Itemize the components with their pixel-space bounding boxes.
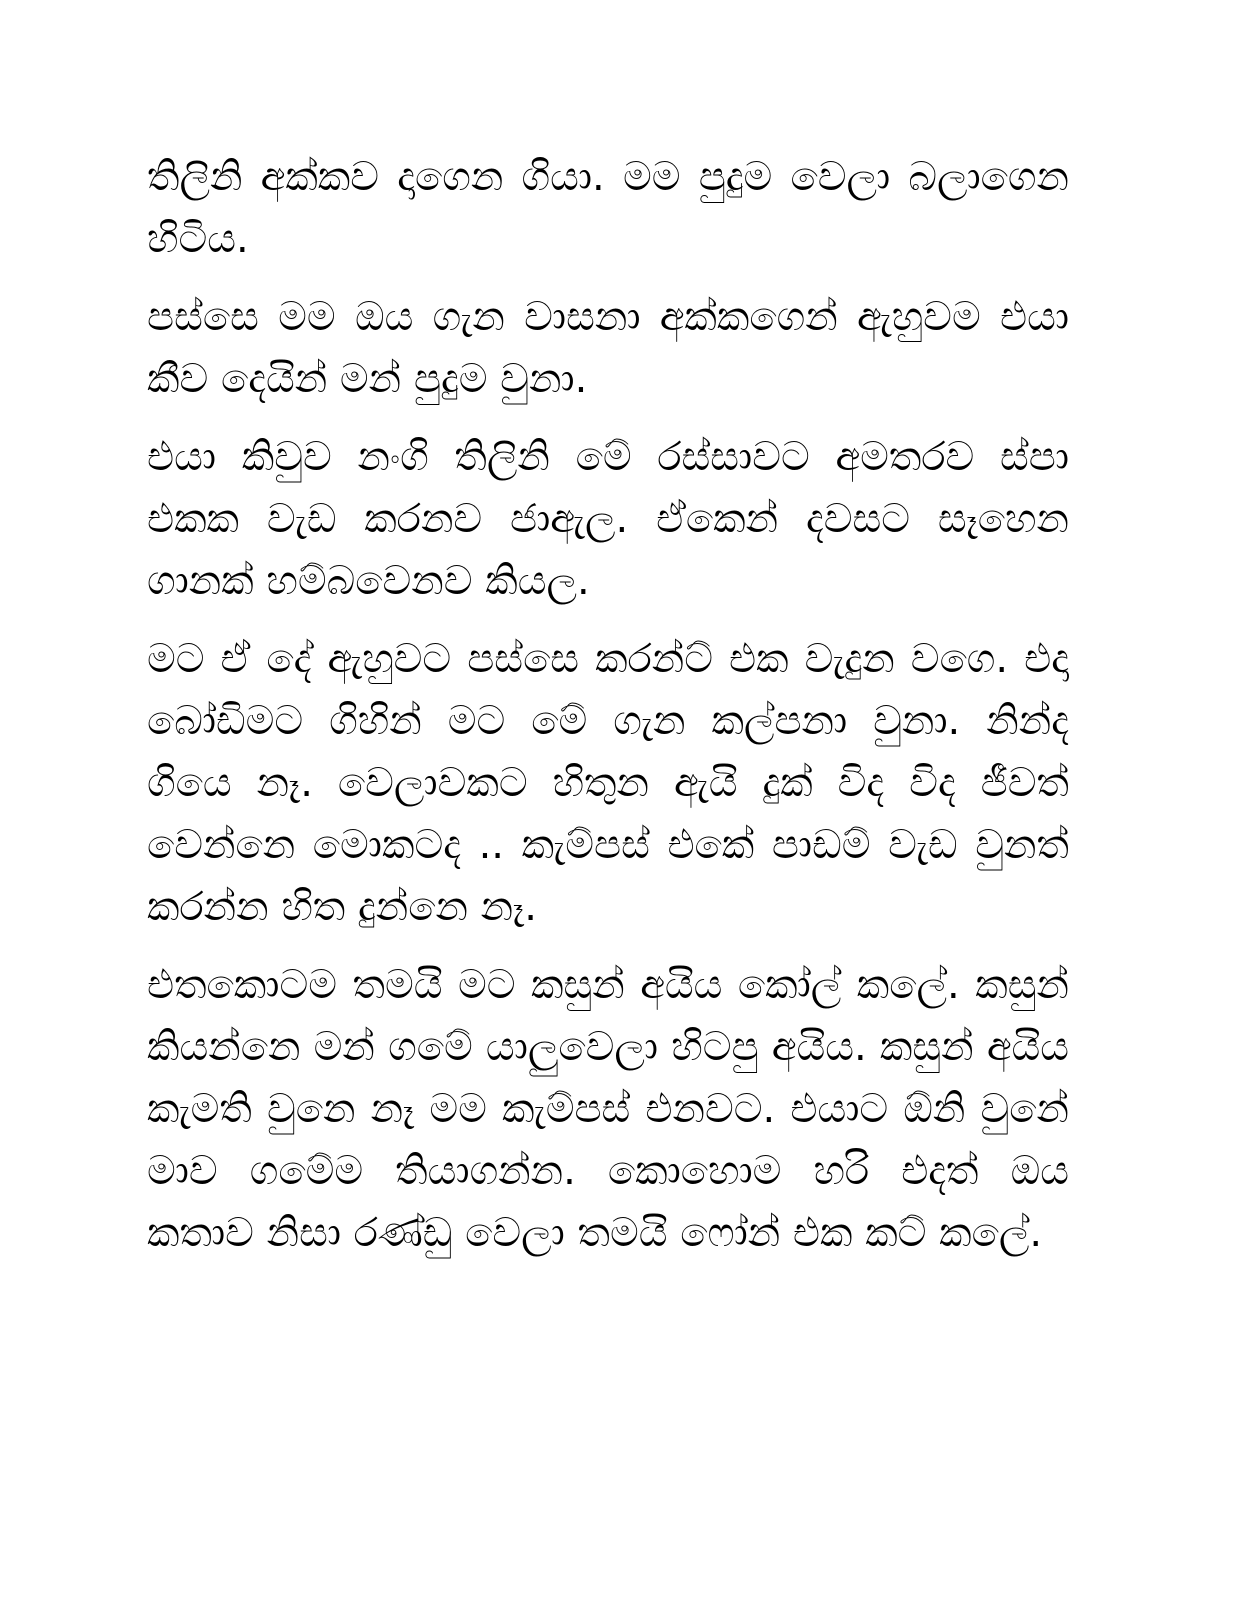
body-text	[147, 146, 1069, 1264]
paragraph: එයා කිවුව නංගි තිලිනි මේ රස්සාවට අමතරව ස්පා එකක වැඩ කරනව ජාඇල. ඒකෙන් දවසට සෑහෙන ගානක් හම්බවෙනව කියල.	[147, 434, 1069, 604]
paragraph: පස්සෙ මම ඔය ගැන වාසනා අක්කගෙන් ඇහුවම එයා කීව දෙයින් මන් පුදුම වුනා.	[147, 294, 1069, 402]
paragraph: එතකොටම තමයි මට කසුන් අයිය කෝල් කලේ. කසුන් කියන්නෙ මන් ගමේ යාලුවෙලා හිටපු අයිය. කසුන් අයිය කැමති වුනෙ නෑ මම කැම්පස් එනවට. එයාට ඕනි වුනේ මාව ගමේම තියාගන්න. කොහොම හරි එදත් ඔය කතාව නිසා රණ්ඩු වෙලා තමයි ෆෝන් එක කට් කලේ.	[147, 962, 1069, 1256]
paragraph: මට ඒ දේ ඇහුවට පස්සෙ කරන්ට් එක වැදුන වගෙ. එදා බෝඩිමට ගිහින් මට මේ ගැන කල්පනා වුනා. නින්ද ගියෙ නෑ. වෙලාවකට හිතුන ඇයි දුක් විද විද ජීවත් වෙන්නෙ මොකටද .. කැම්පස් එකේ පාඩම් වැඩ වුනත් කරන්න හිත දුන්නෙ නෑ.	[147, 636, 1069, 930]
paragraph: තිලිනි අක්කව දාගෙන ගියා. මම පුදුම වෙලා බලාගෙන හිටිය.	[147, 154, 1069, 262]
